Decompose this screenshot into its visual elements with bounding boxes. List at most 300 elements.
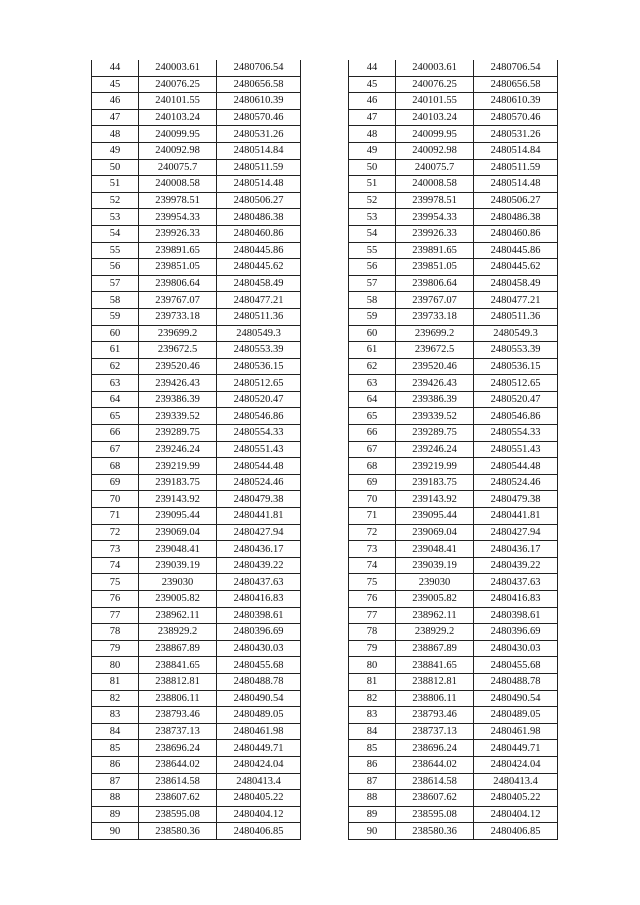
point-number-cell: 79 bbox=[349, 640, 396, 657]
table-row bbox=[349, 474, 558, 491]
x-coordinate-cell: 238614.58 bbox=[396, 773, 474, 790]
table-row bbox=[349, 76, 558, 93]
point-number-cell: 81 bbox=[349, 673, 396, 690]
point-number-cell: 68 bbox=[92, 458, 139, 475]
table-row bbox=[349, 806, 558, 823]
y-coordinate-cell: 2480514.84 bbox=[217, 142, 301, 159]
x-coordinate-cell: 238812.81 bbox=[139, 673, 217, 690]
table-row bbox=[92, 607, 301, 624]
point-number-cell: 70 bbox=[92, 491, 139, 508]
y-coordinate-cell: 2480490.54 bbox=[217, 690, 301, 707]
table-row bbox=[349, 259, 558, 276]
y-coordinate-cell: 2480439.22 bbox=[474, 557, 558, 574]
y-coordinate-cell: 2480437.63 bbox=[474, 574, 558, 591]
y-coordinate-cell: 2480404.12 bbox=[217, 806, 301, 823]
table-row bbox=[349, 408, 558, 425]
point-number-cell: 76 bbox=[92, 591, 139, 608]
x-coordinate-cell: 240076.25 bbox=[139, 76, 217, 93]
point-number-cell: 80 bbox=[92, 657, 139, 674]
x-coordinate-cell: 238793.46 bbox=[139, 707, 217, 724]
x-coordinate-cell: 238737.13 bbox=[396, 723, 474, 740]
table-row bbox=[349, 441, 558, 458]
table-row bbox=[92, 574, 301, 591]
y-coordinate-cell: 2480536.15 bbox=[217, 358, 301, 375]
y-coordinate-cell: 2480430.03 bbox=[474, 640, 558, 657]
point-number-cell: 52 bbox=[349, 192, 396, 209]
y-coordinate-cell: 2480396.69 bbox=[474, 624, 558, 641]
x-coordinate-cell: 239095.44 bbox=[396, 508, 474, 525]
y-coordinate-cell: 2480549.3 bbox=[474, 325, 558, 342]
y-coordinate-cell: 2480424.04 bbox=[217, 756, 301, 773]
y-coordinate-cell: 2480445.62 bbox=[474, 259, 558, 276]
y-coordinate-cell: 2480570.46 bbox=[217, 109, 301, 126]
x-coordinate-cell: 239851.05 bbox=[139, 259, 217, 276]
y-coordinate-cell: 2480486.38 bbox=[474, 209, 558, 226]
x-coordinate-cell: 239289.75 bbox=[396, 425, 474, 442]
table-row bbox=[92, 93, 301, 110]
x-coordinate-cell: 239005.82 bbox=[396, 591, 474, 608]
point-number-cell: 49 bbox=[349, 142, 396, 159]
x-coordinate-cell: 239733.18 bbox=[139, 308, 217, 325]
point-number-cell: 57 bbox=[349, 275, 396, 292]
x-coordinate-cell: 240076.25 bbox=[396, 76, 474, 93]
y-coordinate-cell: 2480524.46 bbox=[217, 474, 301, 491]
y-coordinate-cell: 2480514.48 bbox=[217, 176, 301, 193]
x-coordinate-cell: 238595.08 bbox=[396, 806, 474, 823]
table-row bbox=[92, 425, 301, 442]
point-number-cell: 88 bbox=[92, 790, 139, 807]
y-coordinate-cell: 2480430.03 bbox=[217, 640, 301, 657]
point-number-cell: 61 bbox=[92, 342, 139, 359]
table-row bbox=[349, 275, 558, 292]
x-coordinate-cell: 239806.64 bbox=[139, 275, 217, 292]
point-number-cell: 47 bbox=[92, 109, 139, 126]
y-coordinate-cell: 2480449.71 bbox=[474, 740, 558, 757]
point-number-cell: 60 bbox=[349, 325, 396, 342]
x-coordinate-cell: 239143.92 bbox=[396, 491, 474, 508]
x-coordinate-cell: 239699.2 bbox=[139, 325, 217, 342]
table-row bbox=[92, 806, 301, 823]
x-coordinate-cell: 239143.92 bbox=[139, 491, 217, 508]
point-number-cell: 69 bbox=[349, 474, 396, 491]
table-row bbox=[92, 591, 301, 608]
x-coordinate-cell: 238793.46 bbox=[396, 707, 474, 724]
x-coordinate-cell: 239851.05 bbox=[396, 259, 474, 276]
table-row bbox=[349, 159, 558, 176]
point-number-cell: 77 bbox=[92, 607, 139, 624]
table-row bbox=[92, 673, 301, 690]
x-coordinate-cell: 239095.44 bbox=[139, 508, 217, 525]
table-row bbox=[349, 690, 558, 707]
y-coordinate-cell: 2480445.62 bbox=[217, 259, 301, 276]
point-number-cell: 84 bbox=[92, 723, 139, 740]
point-number-cell: 78 bbox=[349, 624, 396, 641]
y-coordinate-cell: 2480520.47 bbox=[474, 391, 558, 408]
point-number-cell: 66 bbox=[349, 425, 396, 442]
x-coordinate-cell: 239891.65 bbox=[396, 242, 474, 259]
table-row bbox=[349, 591, 558, 608]
x-coordinate-cell: 239699.2 bbox=[396, 325, 474, 342]
y-coordinate-cell: 2480458.49 bbox=[217, 275, 301, 292]
y-coordinate-cell: 2480437.63 bbox=[217, 574, 301, 591]
table-row bbox=[92, 441, 301, 458]
table-row bbox=[349, 209, 558, 226]
y-coordinate-cell: 2480514.84 bbox=[474, 142, 558, 159]
coordinate-table-left bbox=[91, 60, 301, 840]
y-coordinate-cell: 2480406.85 bbox=[474, 823, 558, 840]
y-coordinate-cell: 2480455.68 bbox=[474, 657, 558, 674]
table-row bbox=[349, 308, 558, 325]
table-row bbox=[92, 308, 301, 325]
y-coordinate-cell: 2480511.59 bbox=[474, 159, 558, 176]
y-coordinate-cell: 2480486.38 bbox=[217, 209, 301, 226]
x-coordinate-cell: 238929.2 bbox=[396, 624, 474, 641]
point-number-cell: 75 bbox=[349, 574, 396, 591]
point-number-cell: 75 bbox=[92, 574, 139, 591]
point-number-cell: 76 bbox=[349, 591, 396, 608]
point-number-cell: 53 bbox=[349, 209, 396, 226]
table-row bbox=[92, 292, 301, 309]
table-row bbox=[349, 93, 558, 110]
x-coordinate-cell: 238644.02 bbox=[139, 756, 217, 773]
x-coordinate-cell: 239767.07 bbox=[396, 292, 474, 309]
table-row bbox=[92, 640, 301, 657]
x-coordinate-cell: 238929.2 bbox=[139, 624, 217, 641]
y-coordinate-cell: 2480427.94 bbox=[217, 524, 301, 541]
x-coordinate-cell: 239926.33 bbox=[139, 225, 217, 242]
table-row bbox=[92, 773, 301, 790]
table-row bbox=[92, 109, 301, 126]
point-number-cell: 46 bbox=[349, 93, 396, 110]
x-coordinate-cell: 238806.11 bbox=[139, 690, 217, 707]
point-number-cell: 87 bbox=[92, 773, 139, 790]
y-coordinate-cell: 2480549.3 bbox=[217, 325, 301, 342]
table-row bbox=[92, 474, 301, 491]
point-number-cell: 44 bbox=[92, 60, 139, 76]
table-row bbox=[349, 225, 558, 242]
table-row bbox=[349, 142, 558, 159]
point-number-cell: 57 bbox=[92, 275, 139, 292]
y-coordinate-cell: 2480531.26 bbox=[474, 126, 558, 143]
table-row bbox=[349, 491, 558, 508]
x-coordinate-cell: 239767.07 bbox=[139, 292, 217, 309]
table-row bbox=[92, 740, 301, 757]
point-number-cell: 79 bbox=[92, 640, 139, 657]
x-coordinate-cell: 239219.99 bbox=[139, 458, 217, 475]
table-row bbox=[349, 126, 558, 143]
table-row bbox=[92, 541, 301, 558]
table-row bbox=[92, 508, 301, 525]
x-coordinate-cell: 239978.51 bbox=[139, 192, 217, 209]
x-coordinate-cell: 240101.55 bbox=[139, 93, 217, 110]
table-row bbox=[92, 126, 301, 143]
point-number-cell: 71 bbox=[349, 508, 396, 525]
y-coordinate-cell: 2480489.05 bbox=[474, 707, 558, 724]
point-number-cell: 67 bbox=[349, 441, 396, 458]
x-coordinate-cell: 239520.46 bbox=[396, 358, 474, 375]
y-coordinate-cell: 2480396.69 bbox=[217, 624, 301, 641]
point-number-cell: 83 bbox=[92, 707, 139, 724]
y-coordinate-cell: 2480441.81 bbox=[474, 508, 558, 525]
table-row bbox=[349, 508, 558, 525]
x-coordinate-cell: 238962.11 bbox=[396, 607, 474, 624]
table-row bbox=[349, 707, 558, 724]
point-number-cell: 64 bbox=[92, 391, 139, 408]
y-coordinate-cell: 2480479.38 bbox=[217, 491, 301, 508]
point-number-cell: 54 bbox=[92, 225, 139, 242]
y-coordinate-cell: 2480404.12 bbox=[474, 806, 558, 823]
table-row bbox=[92, 524, 301, 541]
table-row bbox=[349, 524, 558, 541]
table-row bbox=[92, 557, 301, 574]
table-row bbox=[92, 458, 301, 475]
table-row bbox=[349, 723, 558, 740]
point-number-cell: 90 bbox=[349, 823, 396, 840]
x-coordinate-cell: 239246.24 bbox=[396, 441, 474, 458]
point-number-cell: 62 bbox=[349, 358, 396, 375]
y-coordinate-cell: 2480524.46 bbox=[474, 474, 558, 491]
y-coordinate-cell: 2480416.83 bbox=[474, 591, 558, 608]
y-coordinate-cell: 2480536.15 bbox=[474, 358, 558, 375]
y-coordinate-cell: 2480554.33 bbox=[474, 425, 558, 442]
point-number-cell: 70 bbox=[349, 491, 396, 508]
x-coordinate-cell: 240101.55 bbox=[396, 93, 474, 110]
y-coordinate-cell: 2480405.22 bbox=[217, 790, 301, 807]
point-number-cell: 55 bbox=[92, 242, 139, 259]
table-row bbox=[349, 657, 558, 674]
table-row bbox=[92, 342, 301, 359]
point-number-cell: 55 bbox=[349, 242, 396, 259]
point-number-cell: 85 bbox=[92, 740, 139, 757]
table-row bbox=[92, 375, 301, 392]
table-row bbox=[92, 60, 301, 76]
x-coordinate-cell: 240008.58 bbox=[396, 176, 474, 193]
point-number-cell: 56 bbox=[349, 259, 396, 276]
point-number-cell: 81 bbox=[92, 673, 139, 690]
x-coordinate-cell: 239030 bbox=[396, 574, 474, 591]
table-row bbox=[349, 391, 558, 408]
x-coordinate-cell: 238607.62 bbox=[139, 790, 217, 807]
x-coordinate-cell: 239386.39 bbox=[139, 391, 217, 408]
table-row bbox=[92, 756, 301, 773]
x-coordinate-cell: 238812.81 bbox=[396, 673, 474, 690]
point-number-cell: 72 bbox=[92, 524, 139, 541]
x-coordinate-cell: 240075.7 bbox=[396, 159, 474, 176]
point-number-cell: 72 bbox=[349, 524, 396, 541]
y-coordinate-cell: 2480449.71 bbox=[217, 740, 301, 757]
y-coordinate-cell: 2480413.4 bbox=[217, 773, 301, 790]
y-coordinate-cell: 2480570.46 bbox=[474, 109, 558, 126]
table-row bbox=[349, 242, 558, 259]
y-coordinate-cell: 2480436.17 bbox=[217, 541, 301, 558]
y-coordinate-cell: 2480406.85 bbox=[217, 823, 301, 840]
y-coordinate-cell: 2480554.33 bbox=[217, 425, 301, 442]
y-coordinate-cell: 2480445.86 bbox=[474, 242, 558, 259]
table-row bbox=[92, 358, 301, 375]
x-coordinate-cell: 239069.04 bbox=[139, 524, 217, 541]
y-coordinate-cell: 2480461.98 bbox=[217, 723, 301, 740]
point-number-cell: 74 bbox=[349, 557, 396, 574]
x-coordinate-cell: 238696.24 bbox=[396, 740, 474, 757]
point-number-cell: 66 bbox=[92, 425, 139, 442]
y-coordinate-cell: 2480445.86 bbox=[217, 242, 301, 259]
table-row bbox=[349, 458, 558, 475]
coordinate-table-right bbox=[348, 60, 558, 840]
x-coordinate-cell: 240003.61 bbox=[396, 60, 474, 76]
point-number-cell: 56 bbox=[92, 259, 139, 276]
point-number-cell: 52 bbox=[92, 192, 139, 209]
x-coordinate-cell: 238841.65 bbox=[396, 657, 474, 674]
x-coordinate-cell: 238607.62 bbox=[396, 790, 474, 807]
x-coordinate-cell: 238580.36 bbox=[396, 823, 474, 840]
y-coordinate-cell: 2480490.54 bbox=[474, 690, 558, 707]
table-row bbox=[349, 773, 558, 790]
table-row bbox=[349, 624, 558, 641]
table-row bbox=[349, 192, 558, 209]
table-row bbox=[349, 823, 558, 840]
point-number-cell: 86 bbox=[92, 756, 139, 773]
x-coordinate-cell: 239806.64 bbox=[396, 275, 474, 292]
y-coordinate-cell: 2480488.78 bbox=[217, 673, 301, 690]
point-number-cell: 69 bbox=[92, 474, 139, 491]
x-coordinate-cell: 238867.89 bbox=[396, 640, 474, 657]
x-coordinate-cell: 239339.52 bbox=[396, 408, 474, 425]
table-row bbox=[92, 159, 301, 176]
table-row bbox=[92, 408, 301, 425]
y-coordinate-cell: 2480416.83 bbox=[217, 591, 301, 608]
x-coordinate-cell: 238580.36 bbox=[139, 823, 217, 840]
y-coordinate-cell: 2480413.4 bbox=[474, 773, 558, 790]
point-number-cell: 80 bbox=[349, 657, 396, 674]
y-coordinate-cell: 2480610.39 bbox=[474, 93, 558, 110]
x-coordinate-cell: 239039.19 bbox=[396, 557, 474, 574]
point-number-cell: 62 bbox=[92, 358, 139, 375]
table-row bbox=[92, 242, 301, 259]
x-coordinate-cell: 238595.08 bbox=[139, 806, 217, 823]
x-coordinate-cell: 238962.11 bbox=[139, 607, 217, 624]
y-coordinate-cell: 2480424.04 bbox=[474, 756, 558, 773]
point-number-cell: 87 bbox=[349, 773, 396, 790]
table-row bbox=[349, 176, 558, 193]
table-row bbox=[349, 342, 558, 359]
y-coordinate-cell: 2480706.54 bbox=[217, 60, 301, 76]
x-coordinate-cell: 238614.58 bbox=[139, 773, 217, 790]
table-row bbox=[349, 60, 558, 76]
y-coordinate-cell: 2480455.68 bbox=[217, 657, 301, 674]
x-coordinate-cell: 239339.52 bbox=[139, 408, 217, 425]
table-row bbox=[349, 358, 558, 375]
table-row bbox=[92, 76, 301, 93]
y-coordinate-cell: 2480477.21 bbox=[474, 292, 558, 309]
y-coordinate-cell: 2480436.17 bbox=[474, 541, 558, 558]
point-number-cell: 59 bbox=[92, 308, 139, 325]
y-coordinate-cell: 2480531.26 bbox=[217, 126, 301, 143]
x-coordinate-cell: 239926.33 bbox=[396, 225, 474, 242]
table-row bbox=[92, 142, 301, 159]
point-number-cell: 58 bbox=[349, 292, 396, 309]
y-coordinate-cell: 2480461.98 bbox=[474, 723, 558, 740]
y-coordinate-cell: 2480512.65 bbox=[217, 375, 301, 392]
x-coordinate-cell: 238841.65 bbox=[139, 657, 217, 674]
x-coordinate-cell: 238737.13 bbox=[139, 723, 217, 740]
point-number-cell: 64 bbox=[349, 391, 396, 408]
y-coordinate-cell: 2480511.59 bbox=[217, 159, 301, 176]
table-row bbox=[349, 375, 558, 392]
x-coordinate-cell: 239048.41 bbox=[396, 541, 474, 558]
y-coordinate-cell: 2480514.48 bbox=[474, 176, 558, 193]
y-coordinate-cell: 2480553.39 bbox=[217, 342, 301, 359]
point-number-cell: 48 bbox=[349, 126, 396, 143]
x-coordinate-cell: 239048.41 bbox=[139, 541, 217, 558]
point-number-cell: 63 bbox=[92, 375, 139, 392]
x-coordinate-cell: 239954.33 bbox=[396, 209, 474, 226]
y-coordinate-cell: 2480706.54 bbox=[474, 60, 558, 76]
x-coordinate-cell: 238644.02 bbox=[396, 756, 474, 773]
table-row bbox=[349, 425, 558, 442]
coordinate-table-body bbox=[92, 60, 301, 839]
x-coordinate-cell: 239733.18 bbox=[396, 308, 474, 325]
table-row bbox=[92, 723, 301, 740]
point-number-cell: 61 bbox=[349, 342, 396, 359]
point-number-cell: 58 bbox=[92, 292, 139, 309]
x-coordinate-cell: 239005.82 bbox=[139, 591, 217, 608]
y-coordinate-cell: 2480506.27 bbox=[474, 192, 558, 209]
y-coordinate-cell: 2480458.49 bbox=[474, 275, 558, 292]
x-coordinate-cell: 239426.43 bbox=[396, 375, 474, 392]
x-coordinate-cell: 239183.75 bbox=[396, 474, 474, 491]
table-row bbox=[349, 541, 558, 558]
x-coordinate-cell: 240103.24 bbox=[139, 109, 217, 126]
point-number-cell: 84 bbox=[349, 723, 396, 740]
y-coordinate-cell: 2480488.78 bbox=[474, 673, 558, 690]
y-coordinate-cell: 2480439.22 bbox=[217, 557, 301, 574]
y-coordinate-cell: 2480511.36 bbox=[474, 308, 558, 325]
point-number-cell: 78 bbox=[92, 624, 139, 641]
point-number-cell: 82 bbox=[349, 690, 396, 707]
y-coordinate-cell: 2480398.61 bbox=[217, 607, 301, 624]
point-number-cell: 60 bbox=[92, 325, 139, 342]
table-row bbox=[92, 491, 301, 508]
table-row bbox=[92, 259, 301, 276]
point-number-cell: 65 bbox=[349, 408, 396, 425]
x-coordinate-cell: 240092.98 bbox=[396, 142, 474, 159]
point-number-cell: 48 bbox=[92, 126, 139, 143]
y-coordinate-cell: 2480405.22 bbox=[474, 790, 558, 807]
table-row bbox=[349, 740, 558, 757]
point-number-cell: 50 bbox=[349, 159, 396, 176]
point-number-cell: 49 bbox=[92, 142, 139, 159]
point-number-cell: 68 bbox=[349, 458, 396, 475]
table-row bbox=[92, 391, 301, 408]
y-coordinate-cell: 2480544.48 bbox=[217, 458, 301, 475]
table-row bbox=[349, 292, 558, 309]
x-coordinate-cell: 239978.51 bbox=[396, 192, 474, 209]
y-coordinate-cell: 2480656.58 bbox=[474, 76, 558, 93]
y-coordinate-cell: 2480398.61 bbox=[474, 607, 558, 624]
point-number-cell: 51 bbox=[92, 176, 139, 193]
table-row bbox=[349, 790, 558, 807]
x-coordinate-cell: 240008.58 bbox=[139, 176, 217, 193]
x-coordinate-cell: 240003.61 bbox=[139, 60, 217, 76]
table-row bbox=[92, 176, 301, 193]
x-coordinate-cell: 240103.24 bbox=[396, 109, 474, 126]
table-row bbox=[92, 325, 301, 342]
y-coordinate-cell: 2480512.65 bbox=[474, 375, 558, 392]
table-row bbox=[92, 657, 301, 674]
point-number-cell: 82 bbox=[92, 690, 139, 707]
y-coordinate-cell: 2480656.58 bbox=[217, 76, 301, 93]
y-coordinate-cell: 2480441.81 bbox=[217, 508, 301, 525]
